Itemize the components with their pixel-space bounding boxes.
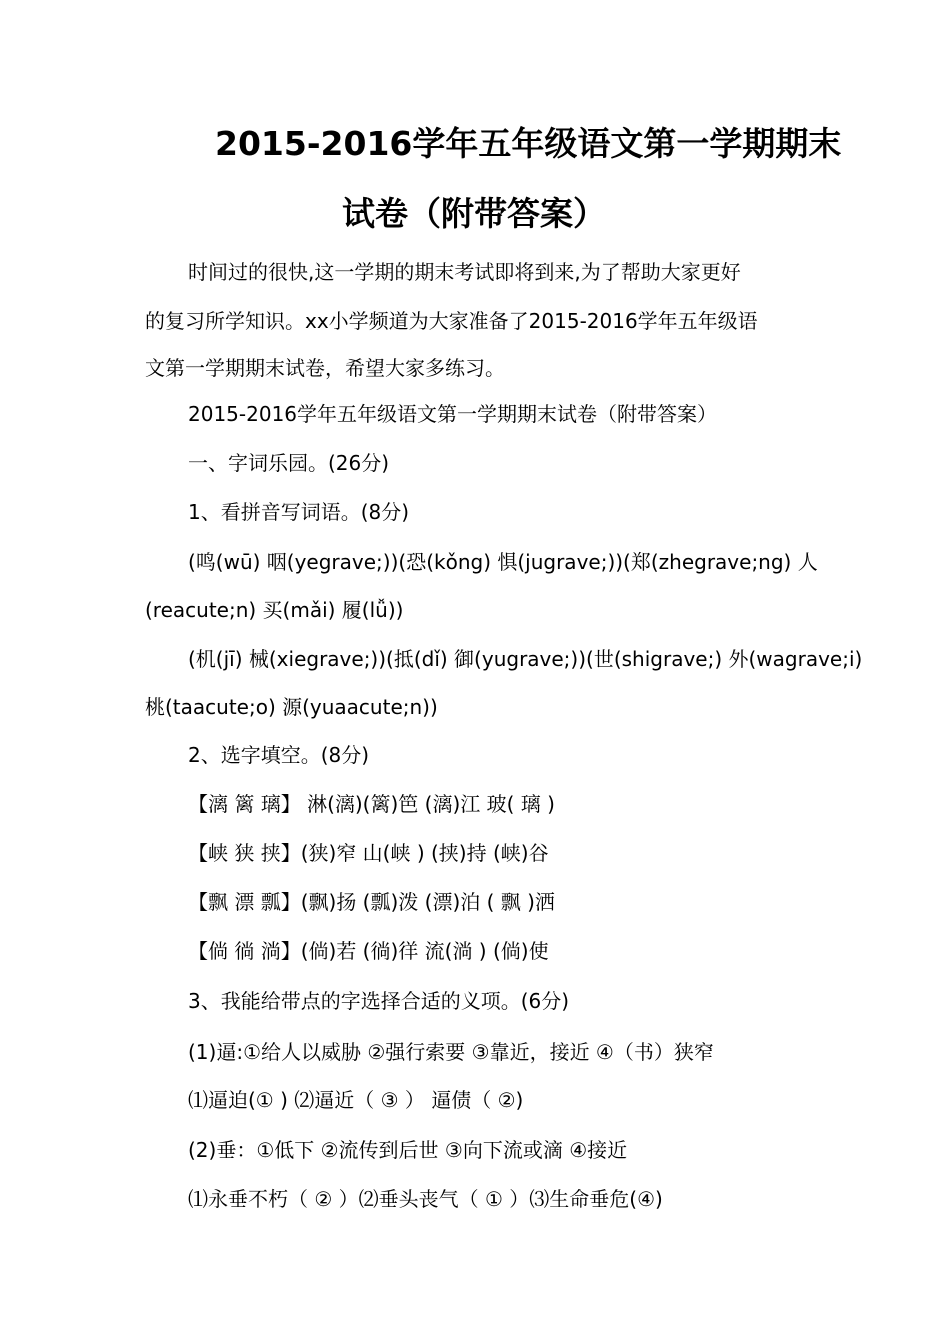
- document-title-line-1: 2015-2016学年五年级语文第一学期期末: [215, 124, 842, 163]
- question-heading-3: 3、我能给带点的字选择合适的义项。(6分): [188, 989, 570, 1013]
- intro-paragraph-line-3: 文第一学期期末试卷，希望大家多练习。: [145, 356, 505, 380]
- question-heading-2: 2、选字填空。(8分): [188, 743, 370, 767]
- question-1-line-2: (reacute;n) 买(mǎi) 履(lǚ)): [145, 598, 404, 622]
- question-1-line-3: (机(jī) 械(xiegrave;))(抵(dǐ) 御(yugrave;))(世(shigrave;) 外(wagrave;i): [188, 647, 863, 671]
- question-1-line-1: (鸣(wū) 咽(yegrave;))(恐(kǒng) 惧(jugrave;))(郑(zhegrave;ng) 人: [188, 550, 818, 574]
- question-3-line-2: ⑴逼迫(① ) ⑵逼近（ ③ ） 逼债（ ②): [188, 1088, 524, 1112]
- question-3-line-1: (1)逼:①给人以威胁 ②强行索要 ③靠近，接近 ④（书）狭窄: [188, 1040, 714, 1064]
- question-2-line-3: 【飘 漂 瓢】(飘)扬 (瓢)泼 (漂)泊 ( 飘 )洒: [188, 890, 555, 914]
- question-heading-1: 1、看拼音写词语。(8分): [188, 500, 410, 524]
- question-1-line-4: 桃(taacute;o) 源(yuaacute;n)): [145, 695, 438, 719]
- question-2-line-4: 【倘 徜 淌】(倘)若 (徜)徉 流(淌 ) (倘)使: [188, 939, 549, 963]
- intro-paragraph-line-1: 时间过的很快,这一学期的期末考试即将到来,为了帮助大家更好: [188, 260, 741, 284]
- question-2-line-2: 【峡 狭 挟】(狭)窄 山(峡 ) (挟)持 (峡)谷: [188, 841, 549, 865]
- question-3-line-4: ⑴永垂不朽（ ② ）⑵垂头丧气（ ① ）⑶生命垂危(④): [188, 1187, 663, 1211]
- question-2-line-1: 【漓 篱 璃】 淋(漓)(篱)笆 (漓)江 玻( 璃 ): [188, 792, 555, 816]
- part-heading-1: 一、字词乐园。(26分): [188, 451, 390, 475]
- document-title-line-2: 试卷（附带答案）: [342, 194, 606, 233]
- section-heading: 2015-2016学年五年级语文第一学期期末试卷（附带答案）: [188, 402, 718, 426]
- question-3-line-3: (2)垂：①低下 ②流传到后世 ③向下流或滴 ④接近: [188, 1138, 628, 1162]
- intro-paragraph-line-2: 的复习所学知识。xx小学频道为大家准备了2015-2016学年五年级语: [145, 309, 758, 333]
